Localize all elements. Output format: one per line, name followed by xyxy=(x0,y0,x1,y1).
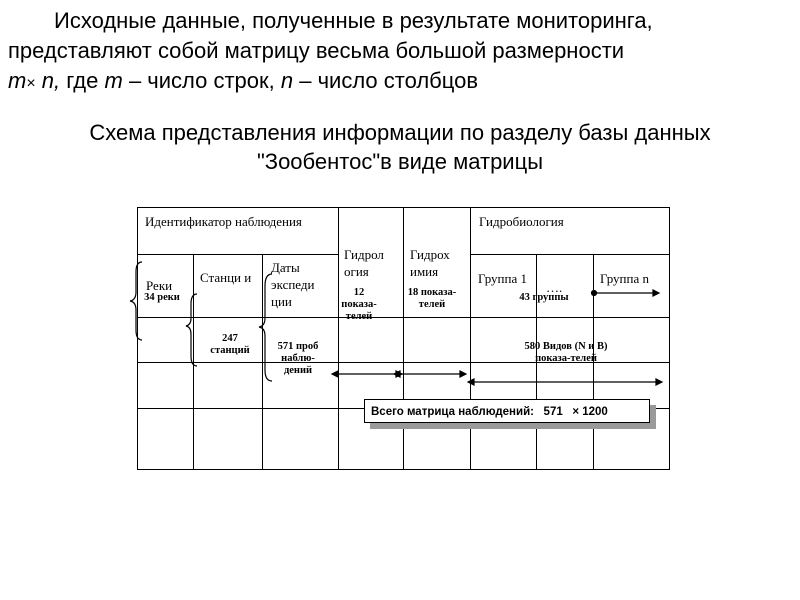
column-rivers: Реки xyxy=(146,278,173,293)
rivers-count: 34 реки xyxy=(144,292,180,303)
samples-count: 571 проб наблю-дений xyxy=(277,341,319,376)
hydrochemistry-count: 18 показа-телей xyxy=(407,287,457,310)
intro-line-2: представляют собой матрицу весьма большой размерности xyxy=(8,38,625,63)
caption-line-1: Схема представления информации по разделу базы данных xyxy=(89,120,711,145)
intro-line-3: m× n, где m – число строк, n – число столбцов xyxy=(8,68,479,93)
species-count: 580 Видов (N и B) показа-телей xyxy=(524,341,608,364)
header-hydrobiology: Гидробиология xyxy=(479,214,564,229)
brace-rivers xyxy=(130,262,142,340)
stations-count: 247 станций xyxy=(210,333,250,356)
total-matrix-label: Всего матрица наблюдений: 571 × 1200 xyxy=(364,399,650,423)
groups-count: 43 группы xyxy=(519,292,569,303)
column-dates: Даты экспеди ции xyxy=(271,260,315,309)
arrows xyxy=(332,290,662,385)
header-hydrochemistry: Гидрох имия xyxy=(410,247,450,279)
brace-stations xyxy=(186,294,197,366)
column-group-1: Группа 1 xyxy=(478,271,527,286)
intro-line-1: Исходные данные, полученные в результате мониторинга, xyxy=(54,8,653,33)
column-group-n: Группа n xyxy=(600,271,649,286)
header-identifier: Идентификатор наблюдения xyxy=(145,214,302,229)
caption-line-2: "Зообентос"в виде матрицы xyxy=(256,149,544,174)
hydrology-count: 12 показа-телей xyxy=(341,287,377,322)
column-stations: Станци и xyxy=(200,270,252,285)
header-hydrology: Гидрол огия xyxy=(344,247,384,279)
column-group-ellipsis: …. xyxy=(546,280,563,295)
